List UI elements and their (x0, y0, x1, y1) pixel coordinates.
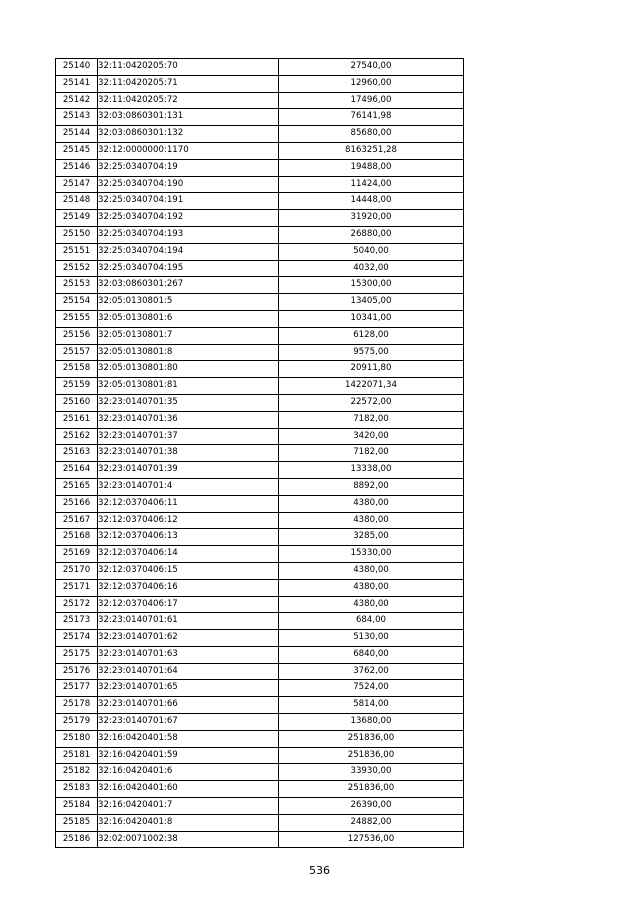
value-cell: 27540,00 (279, 59, 464, 76)
row-number-cell: 25170 (56, 562, 98, 579)
table-row (56, 294, 464, 311)
row-number-cell: 25152 (56, 260, 98, 277)
table-row (56, 680, 464, 697)
cadastral-number-cell: 32:23:0140701:66 (98, 697, 279, 714)
cadastral-number-cell: 32:16:0420401:7 (98, 798, 279, 815)
row-number-cell: 25163 (56, 445, 98, 462)
row-number-cell: 25141 (56, 75, 98, 92)
table-row (56, 411, 464, 428)
row-number-cell: 25169 (56, 546, 98, 563)
table-row (56, 394, 464, 411)
table-row (56, 226, 464, 243)
row-number-cell: 25181 (56, 747, 98, 764)
cadastral-number-cell: 32:16:0420401:6 (98, 764, 279, 781)
cadastral-number-cell: 32:23:0140701:4 (98, 478, 279, 495)
page-number: 536 (309, 864, 330, 877)
row-number-cell: 25144 (56, 126, 98, 143)
cadastral-number-cell: 32:11:0420205:70 (98, 59, 279, 76)
cadastral-number-cell: 32:25:0340704:191 (98, 193, 279, 210)
cadastral-number-cell: 32:05:0130801:7 (98, 327, 279, 344)
table-row (56, 277, 464, 294)
value-cell: 12960,00 (279, 75, 464, 92)
table-row (56, 462, 464, 479)
value-cell: 22572,00 (279, 394, 464, 411)
cadastral-number-cell: 32:05:0130801:8 (98, 344, 279, 361)
value-cell: 4380,00 (279, 512, 464, 529)
table-row (56, 445, 464, 462)
table-row (56, 361, 464, 378)
cadastral-number-cell: 32:12:0370406:15 (98, 562, 279, 579)
value-cell: 8163251,28 (279, 142, 464, 159)
value-cell: 26390,00 (279, 798, 464, 815)
cadastral-number-cell: 32:25:0340704:192 (98, 210, 279, 227)
cadastral-number-cell: 32:23:0140701:39 (98, 462, 279, 479)
value-cell: 4380,00 (279, 562, 464, 579)
value-cell: 3420,00 (279, 428, 464, 445)
cadastral-number-cell: 32:12:0370406:14 (98, 546, 279, 563)
cadastral-number-cell: 32:23:0140701:67 (98, 714, 279, 731)
table-row (56, 176, 464, 193)
cadastral-number-cell: 32:23:0140701:36 (98, 411, 279, 428)
table-row (56, 562, 464, 579)
value-cell: 76141,98 (279, 109, 464, 126)
cadastral-number-cell: 32:05:0130801:6 (98, 310, 279, 327)
table-row (56, 529, 464, 546)
table-row (56, 109, 464, 126)
value-cell: 15300,00 (279, 277, 464, 294)
table-row (56, 210, 464, 227)
value-cell: 251836,00 (279, 747, 464, 764)
value-cell: 10341,00 (279, 310, 464, 327)
value-cell: 6128,00 (279, 327, 464, 344)
value-cell: 5130,00 (279, 630, 464, 647)
cadastral-number-cell: 32:03:0860301:267 (98, 277, 279, 294)
table-row (56, 512, 464, 529)
cadastral-number-cell: 32:23:0140701:63 (98, 646, 279, 663)
row-number-cell: 25182 (56, 764, 98, 781)
table-row (56, 378, 464, 395)
table-row (56, 142, 464, 159)
table-row (56, 579, 464, 596)
table-row (56, 92, 464, 109)
row-number-cell: 25184 (56, 798, 98, 815)
cadastral-number-cell: 32:16:0420401:59 (98, 747, 279, 764)
row-number-cell: 25143 (56, 109, 98, 126)
value-cell: 17496,00 (279, 92, 464, 109)
row-number-cell: 25176 (56, 663, 98, 680)
row-number-cell: 25179 (56, 714, 98, 731)
value-cell: 7524,00 (279, 680, 464, 697)
table-row (56, 478, 464, 495)
cadastral-number-cell: 32:23:0140701:65 (98, 680, 279, 697)
cadastral-number-cell: 32:16:0420401:58 (98, 730, 279, 747)
table-row (56, 730, 464, 747)
row-number-cell: 25180 (56, 730, 98, 747)
row-number-cell: 25146 (56, 159, 98, 176)
value-cell: 7182,00 (279, 411, 464, 428)
table-row (56, 781, 464, 798)
row-number-cell: 25160 (56, 394, 98, 411)
row-number-cell: 25164 (56, 462, 98, 479)
cadastral-number-cell: 32:05:0130801:81 (98, 378, 279, 395)
cadastral-number-cell: 32:02:0071002:38 (98, 831, 279, 848)
value-cell: 4380,00 (279, 579, 464, 596)
value-cell: 1422071,34 (279, 378, 464, 395)
table-row (56, 327, 464, 344)
value-cell: 6840,00 (279, 646, 464, 663)
table-row (56, 831, 464, 848)
value-cell: 7182,00 (279, 445, 464, 462)
row-number-cell: 25171 (56, 579, 98, 596)
row-number-cell: 25162 (56, 428, 98, 445)
row-number-cell: 25167 (56, 512, 98, 529)
table-row (56, 630, 464, 647)
cadastral-number-cell: 32:12:0370406:11 (98, 495, 279, 512)
value-cell: 684,00 (279, 613, 464, 630)
table-row (56, 344, 464, 361)
table-row (56, 764, 464, 781)
row-number-cell: 25148 (56, 193, 98, 210)
value-cell: 85680,00 (279, 126, 464, 143)
table-row (56, 193, 464, 210)
row-number-cell: 25153 (56, 277, 98, 294)
cadastral-number-cell: 32:23:0140701:61 (98, 613, 279, 630)
cadastral-number-cell: 32:25:0340704:194 (98, 243, 279, 260)
row-number-cell: 25142 (56, 92, 98, 109)
value-cell: 13405,00 (279, 294, 464, 311)
row-number-cell: 25183 (56, 781, 98, 798)
row-number-cell: 25159 (56, 378, 98, 395)
row-number-cell: 25161 (56, 411, 98, 428)
table-row (56, 546, 464, 563)
row-number-cell: 25154 (56, 294, 98, 311)
cadastral-number-cell: 32:12:0370406:13 (98, 529, 279, 546)
value-cell: 31920,00 (279, 210, 464, 227)
row-number-cell: 25157 (56, 344, 98, 361)
value-cell: 5814,00 (279, 697, 464, 714)
row-number-cell: 25165 (56, 478, 98, 495)
value-cell: 13338,00 (279, 462, 464, 479)
table-row (56, 260, 464, 277)
table-row (56, 243, 464, 260)
cadastral-number-cell: 32:25:0340704:190 (98, 176, 279, 193)
table-row (56, 75, 464, 92)
value-cell: 3762,00 (279, 663, 464, 680)
row-number-cell: 25147 (56, 176, 98, 193)
value-cell: 5040,00 (279, 243, 464, 260)
row-number-cell: 25149 (56, 210, 98, 227)
value-cell: 9575,00 (279, 344, 464, 361)
row-number-cell: 25155 (56, 310, 98, 327)
value-cell: 4032,00 (279, 260, 464, 277)
row-number-cell: 25172 (56, 596, 98, 613)
table-row (56, 747, 464, 764)
cadastral-number-cell: 32:25:0340704:19 (98, 159, 279, 176)
table-row (56, 495, 464, 512)
row-number-cell: 25158 (56, 361, 98, 378)
row-number-cell: 25145 (56, 142, 98, 159)
row-number-cell: 25156 (56, 327, 98, 344)
row-number-cell: 25173 (56, 613, 98, 630)
cadastral-number-cell: 32:05:0130801:80 (98, 361, 279, 378)
table-row (56, 596, 464, 613)
cadastral-number-cell: 32:16:0420401:60 (98, 781, 279, 798)
value-cell: 33930,00 (279, 764, 464, 781)
row-number-cell: 25151 (56, 243, 98, 260)
value-cell: 15330,00 (279, 546, 464, 563)
value-cell: 24882,00 (279, 814, 464, 831)
value-cell: 11424,00 (279, 176, 464, 193)
row-number-cell: 25150 (56, 226, 98, 243)
cadastral-number-cell: 32:25:0340704:193 (98, 226, 279, 243)
value-cell: 4380,00 (279, 495, 464, 512)
cadastral-number-cell: 32:23:0140701:64 (98, 663, 279, 680)
cadastral-number-cell: 32:11:0420205:71 (98, 75, 279, 92)
table-row (56, 126, 464, 143)
cadastral-number-cell: 32:12:0370406:16 (98, 579, 279, 596)
table-row (56, 714, 464, 731)
value-cell: 8892,00 (279, 478, 464, 495)
cadastral-number-cell: 32:23:0140701:38 (98, 445, 279, 462)
value-cell: 3285,00 (279, 529, 464, 546)
cadastral-number-cell: 32:25:0340704:195 (98, 260, 279, 277)
table-row (56, 310, 464, 327)
cadastral-number-cell: 32:12:0370406:17 (98, 596, 279, 613)
cadastral-number-cell: 32:12:0000000:1170 (98, 142, 279, 159)
table-row (56, 59, 464, 76)
row-number-cell: 25175 (56, 646, 98, 663)
value-cell: 251836,00 (279, 730, 464, 747)
row-number-cell: 25185 (56, 814, 98, 831)
cadastral-number-cell: 32:23:0140701:35 (98, 394, 279, 411)
row-number-cell: 25174 (56, 630, 98, 647)
table-row (56, 663, 464, 680)
value-cell: 26880,00 (279, 226, 464, 243)
row-number-cell: 25168 (56, 529, 98, 546)
cadastral-number-cell: 32:05:0130801:5 (98, 294, 279, 311)
table-row (56, 428, 464, 445)
cadastral-number-cell: 32:12:0370406:12 (98, 512, 279, 529)
table-row (56, 646, 464, 663)
cadastral-number-cell: 32:03:0860301:131 (98, 109, 279, 126)
row-number-cell: 25140 (56, 59, 98, 76)
value-cell: 4380,00 (279, 596, 464, 613)
table-row (56, 159, 464, 176)
table-row (56, 697, 464, 714)
value-cell: 20911,80 (279, 361, 464, 378)
table-body (56, 59, 464, 848)
value-cell: 127536,00 (279, 831, 464, 848)
value-cell: 14448,00 (279, 193, 464, 210)
table-row (56, 613, 464, 630)
row-number-cell: 25178 (56, 697, 98, 714)
row-number-cell: 25166 (56, 495, 98, 512)
value-cell: 13680,00 (279, 714, 464, 731)
value-cell: 251836,00 (279, 781, 464, 798)
cadastral-number-cell: 32:11:0420205:72 (98, 92, 279, 109)
row-number-cell: 25177 (56, 680, 98, 697)
cadastral-number-cell: 32:23:0140701:37 (98, 428, 279, 445)
cadastral-number-cell: 32:16:0420401:8 (98, 814, 279, 831)
table-row (56, 814, 464, 831)
data-table (55, 58, 464, 848)
cadastral-number-cell: 32:03:0860301:132 (98, 126, 279, 143)
value-cell: 19488,00 (279, 159, 464, 176)
row-number-cell: 25186 (56, 831, 98, 848)
table-row (56, 798, 464, 815)
cadastral-number-cell: 32:23:0140701:62 (98, 630, 279, 647)
